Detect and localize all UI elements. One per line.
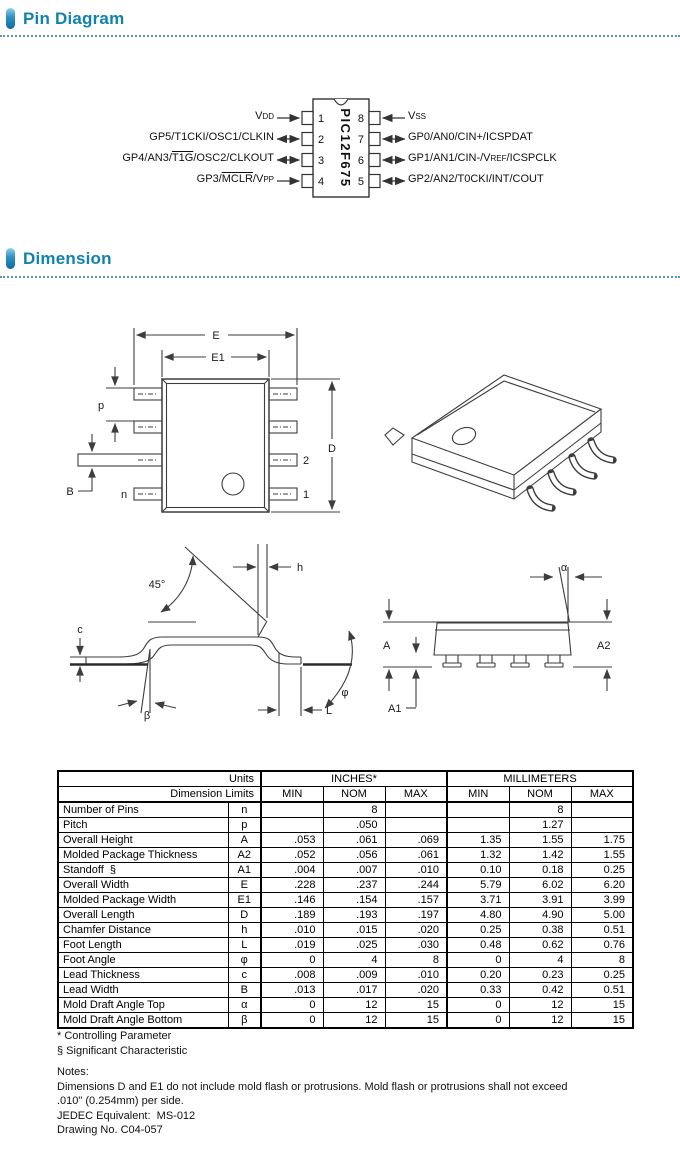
- inches-value-cell: .020: [385, 923, 447, 938]
- inches-value-cell: .025: [323, 938, 385, 953]
- mm-value-cell: 1.55: [571, 848, 633, 863]
- inches-value-cell: .009: [323, 968, 385, 983]
- pin-2-lead: [302, 133, 313, 146]
- mm-value-cell: 0.10: [447, 863, 509, 878]
- mm-value-cell: 0.25: [447, 923, 509, 938]
- pin-3-label: [0, 152, 274, 167]
- mm-value-cell: [571, 818, 633, 833]
- note-line-1: Dimensions D and E1 do not include mold flash or protrusions. Mold flash or protrusions shall not exceed: [57, 1080, 568, 1093]
- inches-value-cell: .008: [261, 968, 323, 983]
- inches-value-cell: .052: [261, 848, 323, 863]
- in-max-header: MAX: [385, 787, 447, 803]
- pin-5-lead: [369, 175, 380, 188]
- dimension-symbol-cell: B: [228, 983, 261, 998]
- pin-label-segment: V: [408, 110, 416, 122]
- dim-label-A1: A1: [388, 703, 402, 715]
- dimension-symbol-cell: A: [228, 833, 261, 848]
- inches-value-cell: [261, 818, 323, 833]
- mm-max-header: MAX: [571, 787, 633, 803]
- mm-value-cell: 12: [509, 1013, 571, 1029]
- dimension-name-cell: Lead Thickness: [58, 968, 228, 983]
- dimension-symbol-cell: h: [228, 923, 261, 938]
- dimension-symbol-cell: c: [228, 968, 261, 983]
- inches-value-cell: .237: [323, 878, 385, 893]
- mm-value-cell: 8: [571, 953, 633, 968]
- dotted-divider: [0, 35, 680, 37]
- pin-1-label: [0, 110, 274, 125]
- pin-4-label: [0, 173, 274, 188]
- dim-label-beta: β: [143, 710, 151, 722]
- dimension-name-cell: Chamfer Distance: [58, 923, 228, 938]
- gull-wing-leads: [530, 441, 613, 508]
- mm-value-cell: 6.02: [509, 878, 571, 893]
- dotted-divider: [0, 276, 680, 278]
- pin-label-segment: V: [255, 110, 263, 122]
- mm-value-cell: 0.48: [447, 938, 509, 953]
- inches-value-cell: .244: [385, 878, 447, 893]
- mm-value-cell: 5.00: [571, 908, 633, 923]
- mm-value-cell: 0.18: [509, 863, 571, 878]
- mm-value-cell: 5.79: [447, 878, 509, 893]
- dim-label-p: p: [97, 400, 105, 412]
- pin-label-segment: GP4/AN3/: [122, 152, 172, 164]
- mm-value-cell: 4: [509, 953, 571, 968]
- dimension-symbol-cell: α: [228, 998, 261, 1013]
- significant-characteristic-note: § Significant Characteristic: [57, 1044, 188, 1057]
- table-row: [58, 1013, 633, 1029]
- pin-7-number: 7: [357, 134, 364, 146]
- chip-part-number: PIC12F675: [338, 108, 353, 188]
- inches-header: INCHES*: [261, 771, 447, 787]
- table-row: [58, 818, 633, 833]
- dim-label-A2: A2: [597, 640, 611, 652]
- dim-label-45deg: 45°: [148, 579, 166, 591]
- dimension-limits-header: Dimension Limits: [58, 787, 261, 803]
- dim-label-c: c: [77, 624, 83, 636]
- dimension-title: Dimension: [23, 248, 112, 268]
- inches-value-cell: 8: [385, 953, 447, 968]
- pin1-label: 1: [303, 489, 310, 501]
- dimension-symbol-cell: E1: [228, 893, 261, 908]
- mm-value-cell: 0.38: [509, 923, 571, 938]
- pin-label-segment: MCLR: [221, 173, 253, 185]
- pin-label-segment: /ICSPCLK: [506, 152, 557, 164]
- inches-value-cell: .010: [385, 863, 447, 878]
- inches-value-cell: .004: [261, 863, 323, 878]
- pin-label-segment: /OSC2/CLKOUT: [193, 152, 274, 164]
- pin-label-segment: PP: [263, 175, 274, 184]
- dimension-symbol-cell: φ: [228, 953, 261, 968]
- mm-value-cell: 3.71: [447, 893, 509, 908]
- mm-value-cell: 1.32: [447, 848, 509, 863]
- mm-value-cell: 0.20: [447, 968, 509, 983]
- inches-value-cell: .157: [385, 893, 447, 908]
- millimeters-header: MILLIMETERS: [447, 771, 633, 787]
- inches-value-cell: .030: [385, 938, 447, 953]
- inches-value-cell: 0: [261, 998, 323, 1013]
- inches-value-cell: .146: [261, 893, 323, 908]
- pin-diagram-figure: [0, 78, 680, 228]
- inches-value-cell: .228: [261, 878, 323, 893]
- table-row: [58, 968, 633, 983]
- dim-label-alpha: α: [560, 562, 568, 574]
- mm-nom-header: NOM: [509, 787, 571, 803]
- in-nom-header: NOM: [323, 787, 385, 803]
- inches-value-cell: .061: [385, 848, 447, 863]
- dimension-name-cell: Molded Package Width: [58, 893, 228, 908]
- mm-value-cell: 0.76: [571, 938, 633, 953]
- pin-4-number: 4: [318, 176, 325, 188]
- mm-value-cell: 0: [447, 998, 509, 1013]
- pin-1-lead: [302, 112, 313, 125]
- mm-value-cell: 4.90: [509, 908, 571, 923]
- table-header-row-units: [58, 771, 633, 787]
- mm-value-cell: 1.75: [571, 833, 633, 848]
- inches-value-cell: 15: [385, 1013, 447, 1029]
- inches-value-cell: .056: [323, 848, 385, 863]
- inches-value-cell: .010: [385, 968, 447, 983]
- table-row: [58, 938, 633, 953]
- mm-value-cell: 0: [447, 953, 509, 968]
- dimension-drawings: [0, 315, 680, 755]
- dimension-name-cell: Mold Draft Angle Top: [58, 998, 228, 1013]
- mm-value-cell: [571, 802, 633, 818]
- inches-value-cell: 4: [323, 953, 385, 968]
- mm-value-cell: 0: [447, 1013, 509, 1029]
- inches-value-cell: .189: [261, 908, 323, 923]
- pin-label-segment: DD: [262, 112, 274, 121]
- dimension-section-header: [6, 248, 112, 269]
- dimension-symbol-cell: n: [228, 802, 261, 818]
- dimension-name-cell: Pitch: [58, 818, 228, 833]
- inches-value-cell: .053: [261, 833, 323, 848]
- table-row: [58, 878, 633, 893]
- notes-block: [57, 1029, 657, 1138]
- dim-label-A: A: [383, 640, 391, 652]
- mm-value-cell: 0.25: [571, 968, 633, 983]
- drawing-number-note: Drawing No. C04-057: [57, 1124, 163, 1136]
- dim-label-phi: φ: [341, 687, 349, 699]
- mm-value-cell: 15: [571, 998, 633, 1013]
- pin-3-lead: [302, 154, 313, 167]
- inches-value-cell: .197: [385, 908, 447, 923]
- note-line-2: .010" (0.254mm) per side.: [57, 1095, 184, 1107]
- inches-value-cell: 0: [261, 953, 323, 968]
- inches-value-cell: 0: [261, 1013, 323, 1029]
- inches-value-cell: .020: [385, 983, 447, 998]
- table-row: [58, 863, 633, 878]
- mm-value-cell: 1.35: [447, 833, 509, 848]
- inches-value-cell: .015: [323, 923, 385, 938]
- mm-value-cell: 0.42: [509, 983, 571, 998]
- dim-label-E1: E1: [211, 352, 225, 364]
- dimension-symbol-cell: D: [228, 908, 261, 923]
- mm-value-cell: 0.51: [571, 983, 633, 998]
- mm-value-cell: 3.91: [509, 893, 571, 908]
- inches-value-cell: [385, 818, 447, 833]
- mm-value-cell: 0.25: [571, 863, 633, 878]
- inches-value-cell: .007: [323, 863, 385, 878]
- table-row: [58, 802, 633, 818]
- package-isometric-view-drawing: [385, 375, 613, 508]
- pin-2-number: 2: [318, 134, 325, 146]
- dimension-name-cell: Standoff §: [58, 863, 228, 878]
- pin-5-number: 5: [357, 176, 364, 188]
- table-row: [58, 953, 633, 968]
- dimension-name-cell: Lead Width: [58, 983, 228, 998]
- mm-value-cell: 12: [509, 998, 571, 1013]
- spacer: [57, 1058, 657, 1065]
- inches-value-cell: .050: [323, 818, 385, 833]
- pin-label-segment: /V: [252, 173, 264, 185]
- inches-value-cell: 8: [323, 802, 385, 818]
- mm-value-cell: 6.20: [571, 878, 633, 893]
- pin-diagram-title: Pin Diagram: [23, 8, 125, 28]
- inches-value-cell: [385, 802, 447, 818]
- pin2-label: 2: [303, 455, 310, 467]
- mm-min-header: MIN: [447, 787, 509, 803]
- pin-7-label: [408, 131, 680, 146]
- mm-value-cell: 1.27: [509, 818, 571, 833]
- pin-6-label: [408, 152, 680, 167]
- dimension-name-cell: Overall Length: [58, 908, 228, 923]
- pin-label-segment: GP1/AN1/CIN-/V: [408, 152, 491, 164]
- pin-label-segment: REF: [490, 154, 507, 163]
- pin-label-segment: GP2/AN2/T0CKI/INT/COUT: [408, 173, 544, 185]
- pin-diagram-section-header: [6, 8, 124, 29]
- jedec-equivalent-note: JEDEC Equivalent: MS-012: [57, 1109, 196, 1122]
- units-header: Units: [58, 771, 261, 787]
- inches-value-cell: .154: [323, 893, 385, 908]
- mm-value-cell: 0.23: [509, 968, 571, 983]
- mm-value-cell: 8: [509, 802, 571, 818]
- pin-label-segment: GP3/: [196, 173, 222, 185]
- pin-8-lead: [369, 112, 380, 125]
- inches-value-cell: [261, 802, 323, 818]
- table-row: [58, 998, 633, 1013]
- pin-label-segment: GP0/AN0/CIN+/ICSPDAT: [408, 131, 533, 143]
- dimension-name-cell: Molded Package Thickness: [58, 848, 228, 863]
- mm-value-cell: [447, 802, 509, 818]
- package-front-view-drawing: [383, 562, 612, 715]
- dimension-table: [57, 770, 634, 1029]
- mm-value-cell: 1.42: [509, 848, 571, 863]
- mm-value-cell: 15: [571, 1013, 633, 1029]
- table-row: [58, 923, 633, 938]
- inches-value-cell: 12: [323, 1013, 385, 1029]
- table-header-row-limits: [58, 787, 633, 803]
- mm-value-cell: [447, 818, 509, 833]
- notes-label: Notes:: [57, 1066, 89, 1078]
- controlling-parameter-note: * Controlling Parameter: [57, 1030, 172, 1042]
- dimension-symbol-cell: E: [228, 878, 261, 893]
- pin-label-segment: SS: [415, 112, 427, 121]
- pin-3-number: 3: [318, 155, 325, 167]
- pin-6-lead: [369, 154, 380, 167]
- inches-value-cell: .061: [323, 833, 385, 848]
- dim-label-L: L: [325, 705, 333, 717]
- pin-6-number: 6: [357, 155, 364, 167]
- dimension-symbol-cell: β: [228, 1013, 261, 1029]
- section-bullet-icon: [6, 8, 15, 29]
- table-row: [58, 983, 633, 998]
- dim-label-h: h: [296, 562, 304, 574]
- in-min-header: MIN: [261, 787, 323, 803]
- pin-8-number: 8: [357, 113, 364, 125]
- dimension-symbol-cell: A1: [228, 863, 261, 878]
- inches-value-cell: 12: [323, 998, 385, 1013]
- inches-value-cell: .010: [261, 923, 323, 938]
- pin-label-segment: GP5/T1CKI/OSC1/CLKIN: [149, 131, 274, 143]
- table-row: [58, 893, 633, 908]
- lead-detail-side-view-drawing: [70, 544, 352, 722]
- table-row: [58, 833, 633, 848]
- dimension-symbol-cell: L: [228, 938, 261, 953]
- dim-label-n: n: [120, 489, 128, 501]
- dimension-symbol-cell: A2: [228, 848, 261, 863]
- package-top-view-drawing: [66, 328, 340, 512]
- pin1-indicator-dot: [450, 424, 478, 447]
- table-row: [58, 908, 633, 923]
- dimension-name-cell: Overall Width: [58, 878, 228, 893]
- mm-value-cell: 0.33: [447, 983, 509, 998]
- inches-value-cell: .193: [323, 908, 385, 923]
- table-row: [58, 848, 633, 863]
- pin-2-label: [0, 131, 274, 146]
- inches-value-cell: .069: [385, 833, 447, 848]
- pin-label-segment: T1G: [171, 152, 194, 164]
- dim-label-E: E: [212, 330, 220, 342]
- dimension-name-cell: Foot Length: [58, 938, 228, 953]
- dimension-name-cell: Mold Draft Angle Bottom: [58, 1013, 228, 1029]
- dimension-symbol-cell: p: [228, 818, 261, 833]
- mm-value-cell: 0.62: [509, 938, 571, 953]
- pin-5-label: [408, 173, 680, 188]
- mm-value-cell: 3.99: [571, 893, 633, 908]
- dimension-name-cell: Overall Height: [58, 833, 228, 848]
- dimension-name-cell: Foot Angle: [58, 953, 228, 968]
- inches-value-cell: .019: [261, 938, 323, 953]
- inches-value-cell: 15: [385, 998, 447, 1013]
- pin-1-number: 1: [318, 113, 325, 125]
- dim-label-D: D: [328, 443, 336, 455]
- inches-value-cell: .013: [261, 983, 323, 998]
- dimension-name-cell: Number of Pins: [58, 802, 228, 818]
- pin-4-lead: [302, 175, 313, 188]
- inches-value-cell: .017: [323, 983, 385, 998]
- section-bullet-icon: [6, 248, 15, 269]
- mm-value-cell: 1.55: [509, 833, 571, 848]
- pin1-indicator-dot: [222, 473, 244, 495]
- dim-label-B: B: [66, 486, 74, 498]
- front-leads: [443, 655, 563, 667]
- mm-value-cell: 0.51: [571, 923, 633, 938]
- pin-8-label: [408, 110, 680, 125]
- pin-7-lead: [369, 133, 380, 146]
- mm-value-cell: 4.80: [447, 908, 509, 923]
